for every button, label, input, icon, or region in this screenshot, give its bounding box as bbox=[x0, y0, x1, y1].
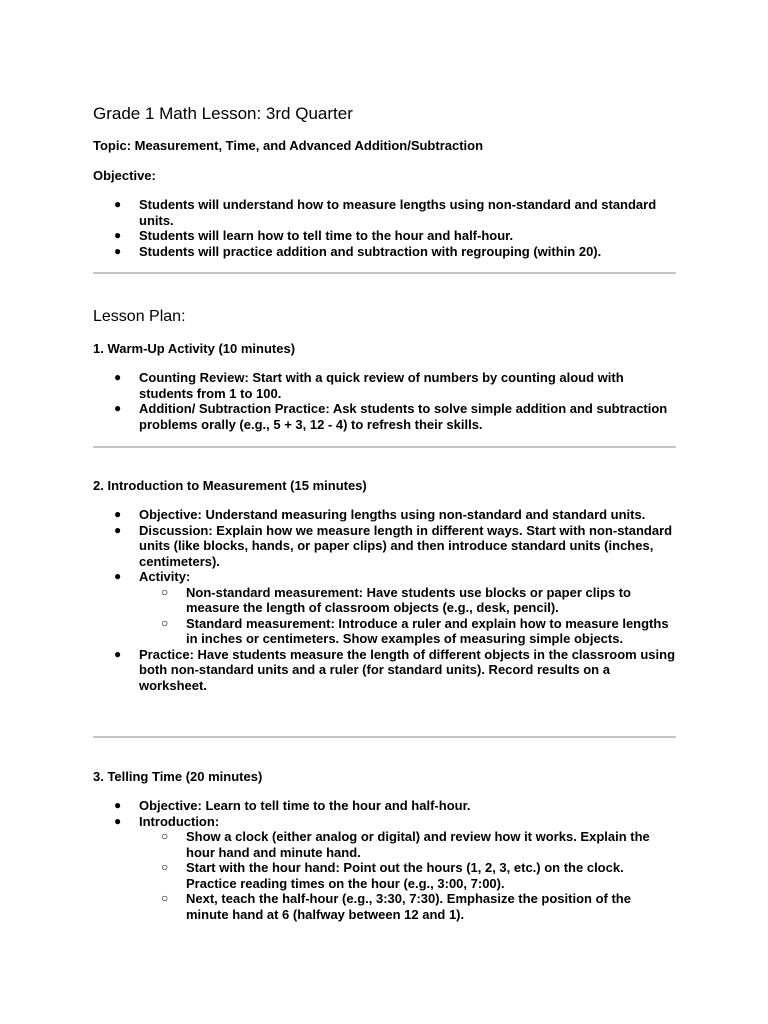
sub-bullet-icon: ○ bbox=[161, 829, 169, 843]
measurement-list bbox=[93, 507, 676, 693]
sub-bullet-icon: ○ bbox=[161, 860, 169, 874]
activity-sublist bbox=[139, 585, 676, 647]
section-heading-measurement: 2. Introduction to Measurement (15 minutes) bbox=[93, 478, 367, 493]
section-heading-telling-time: 3. Telling Time (20 minutes) bbox=[93, 769, 263, 784]
document-title: Grade 1 Math Lesson: 3rd Quarter bbox=[93, 104, 353, 123]
bullet-icon: ● bbox=[114, 197, 122, 211]
list-item: ○ Next, teach the half-hour (e.g., 3:30, 7:30). Emphasize the position of the minute hand at 6 (halfway between 12 and 1). bbox=[161, 891, 631, 922]
telling-time-list bbox=[93, 798, 676, 922]
bullet-icon: ● bbox=[114, 370, 122, 384]
list-item: ● Students will practice addition and subtraction with regrouping (within 20). bbox=[114, 243, 602, 259]
objective-heading: Objective: bbox=[93, 168, 156, 183]
bullet-icon: ● bbox=[114, 813, 122, 828]
bullet-icon: ● bbox=[114, 228, 122, 242]
section-heading-warm-up: 1. Warm-Up Activity (10 minutes) bbox=[93, 341, 296, 356]
bullet-icon: ● bbox=[114, 646, 122, 661]
bullet-icon: ● bbox=[114, 243, 122, 258]
list-item: ● Addition/ Subtraction Practice: Ask students to solve simple addition and subtraction problems orally (e.g., 5 + 3, 12 - 4) to refresh their skills. bbox=[114, 401, 668, 432]
sub-bullet-icon: ○ bbox=[161, 584, 169, 599]
warm-up-list bbox=[93, 370, 676, 432]
bullet-icon: ● bbox=[114, 507, 122, 521]
lesson-plan-heading: Lesson Plan: bbox=[93, 308, 186, 325]
list-item: ● Objective: Learn to tell time to the hour and half-hour. bbox=[114, 798, 471, 813]
objectives-list bbox=[93, 197, 676, 259]
section-divider bbox=[93, 446, 676, 448]
list-item: ● Students will understand how to measure lengths using non-standard and standard units. bbox=[114, 197, 657, 228]
bullet-icon: ● bbox=[114, 401, 122, 415]
list-item: ● Counting Review: Start with a quick review of numbers by counting aloud with students from 1 to 100. bbox=[114, 370, 624, 401]
list-item: ○ Start with the hour hand: Point out the hours (1, 2, 3, etc.) on the clock. Practice reading times on the hour (e.g., 3:00, 7:00). bbox=[161, 860, 624, 891]
bullet-icon: ● bbox=[114, 569, 122, 583]
list-item: ○ Non-standard measurement: Have students use blocks or paper clips to measure the length of classroom objects (e.g., desk, pencil). bbox=[161, 584, 632, 615]
list-item: ○ Show a clock (either analog or digital) and review how it works. Explain the hour hand and minute hand. bbox=[161, 829, 650, 860]
sub-bullet-icon: ○ bbox=[161, 615, 169, 630]
section-divider bbox=[93, 272, 676, 274]
list-item: ● Introduction: ○ Show a clock (either analog or digital) and review how it works. Explain the hour hand and minute hand. ○ Start with the hour hand: Point out the hours (1, 2, 3, etc.) on the clock. Practice reading times on the hour (e.g., 3:00, 7:00). ○ Next, teach the half-hour (e.g., 3:30, 7:30). Emphasize the position of the minute hand at 6 (halfway between 12 and 1). bbox=[93, 814, 676, 923]
topic-line: Topic: Measurement, Time, and Advanced Addition/Subtraction bbox=[93, 138, 484, 153]
sub-bullet-icon: ○ bbox=[161, 891, 169, 905]
bullet-icon: ● bbox=[114, 798, 122, 812]
introduction-sublist bbox=[139, 829, 676, 922]
list-item: ● Activity: ○ Non-standard measurement: Have students use blocks or paper clips to measure the length of classroom objects (e.g., desk, pencil). ○ Standard measurement: Introduce a ruler and explain how to measure lengths in inches or centimeters. Show examples of measuring simple objects. bbox=[93, 569, 676, 647]
list-item: ○ Standard measurement: Introduce a ruler and explain how to measure lengths in inches or centimeters. Show examples of measuring simple objects. bbox=[161, 615, 669, 646]
list-item: ● Students will learn how to tell time to the hour and half-hour. bbox=[114, 228, 514, 243]
bullet-icon: ● bbox=[114, 522, 122, 537]
list-item: ● Discussion: Explain how we measure length in different ways. Start with non-standard units (like blocks, hands, or paper clips) and then introduce standard units (inches, centimeters). bbox=[114, 522, 673, 569]
list-item: ● Objective: Understand measuring lengths using non-standard and standard units. bbox=[114, 507, 646, 522]
section-divider bbox=[93, 736, 676, 738]
list-item: ● Practice: Have students measure the length of different objects in the classroom using both non-standard units and a ruler (for standard units). Record results on a worksheet. bbox=[114, 646, 676, 693]
